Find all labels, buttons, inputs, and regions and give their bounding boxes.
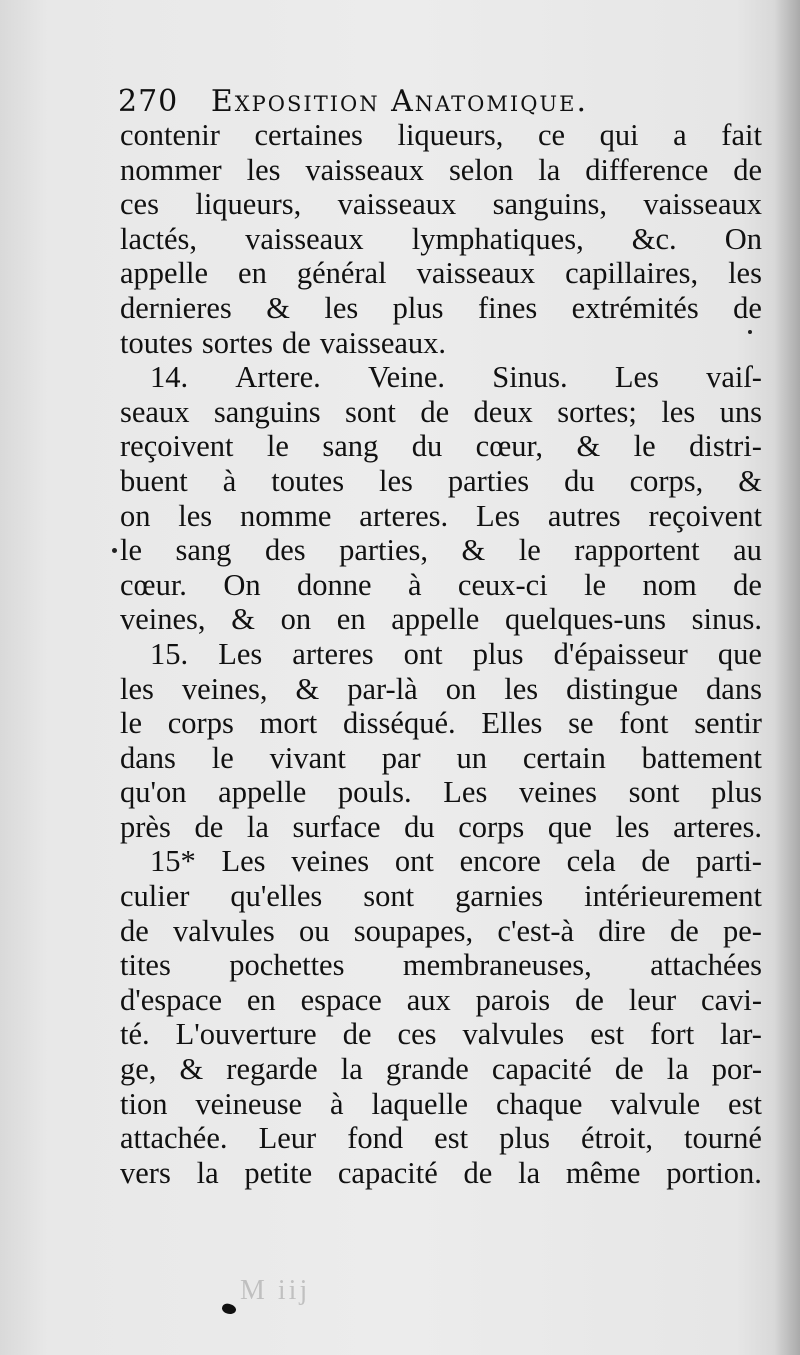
ink-blot: [221, 1302, 238, 1317]
text-line: contenir certaines liqueurs, ce qui a fait: [120, 118, 762, 152]
text-line: reçoivent le sang du cœur, & le distri-: [120, 429, 762, 464]
text-line: lactés, vaisseaux lymphatiques, &c. On: [120, 221, 762, 256]
text-line: vers la petite capacité de la même portion.: [120, 1155, 762, 1190]
text-line: appelle en général vaisseaux capillaires, les: [120, 256, 762, 291]
text-line: culier qu'elles sont garnies intérieurement: [120, 879, 762, 914]
text-line: toutes sortes de vaisseaux.: [120, 325, 447, 360]
text-line: veines, & on en appelle quelques-uns sinus.: [120, 602, 762, 637]
text-line: près de la surface du corps que les arteres.: [120, 809, 762, 844]
text-line: tites pochettes membraneuses, attachées: [120, 948, 762, 983]
signature-mark: M iij: [240, 1275, 311, 1306]
text-line: dans le vivant par un certain battement: [120, 740, 762, 775]
text-line: seaux sanguins sont de deux sortes; les uns: [120, 394, 762, 429]
ink-speck: [748, 330, 752, 334]
text-line: ces liqueurs, vaisseaux sanguins, vaisseaux: [120, 187, 762, 222]
text-line: qu'on appelle pouls. Les veines sont plus: [120, 775, 762, 810]
body-text: [120, 118, 762, 1190]
page-number: 270: [118, 84, 179, 119]
text-line: tion veineuse à laquelle chaque valvule est: [120, 1086, 762, 1121]
text-line: attachée. Leur fond est plus étroit, tourné: [120, 1121, 762, 1156]
text-line: buent à toutes les parties du corps, &: [120, 463, 762, 498]
text-line: ge, & regarde la grande capacité de la por-: [120, 1052, 762, 1087]
text-line: dernieres & les plus fines extrémités de: [120, 290, 762, 325]
text-line: cœur. On donne à ceux-ci le nom de: [120, 567, 762, 602]
text-line: 15* Les veines ont encore cela de parti-: [150, 844, 762, 879]
running-title: Exposition Anatomique.: [210, 84, 588, 119]
text-line: le sang des parties, & le rapportent au: [120, 533, 762, 568]
text-line: 15. Les arteres ont plus d'épaisseur que: [150, 636, 762, 671]
text-line: nommer les vaisseaux selon la difference de: [120, 152, 762, 187]
text-line: d'espace en espace aux parois de leur cavi-: [120, 982, 762, 1017]
text-line: on les nomme arteres. Les autres reçoivent: [120, 498, 762, 533]
text-line: 14. Artere. Veine. Sinus. Les vaiſ-: [150, 360, 762, 395]
text-line: les veines, & par-là on les distingue dans: [120, 671, 762, 706]
text-line: té. L'ouverture de ces valvules est fort lar-: [120, 1017, 762, 1052]
text-line: le corps mort disséqué. Elles se font sentir: [120, 706, 762, 741]
page-edge-shadow: [774, 0, 800, 1355]
text-line: de valvules ou soupapes, c'est-à dire de pe-: [120, 913, 762, 948]
ink-speck: [112, 548, 117, 553]
page-header: [118, 82, 758, 122]
